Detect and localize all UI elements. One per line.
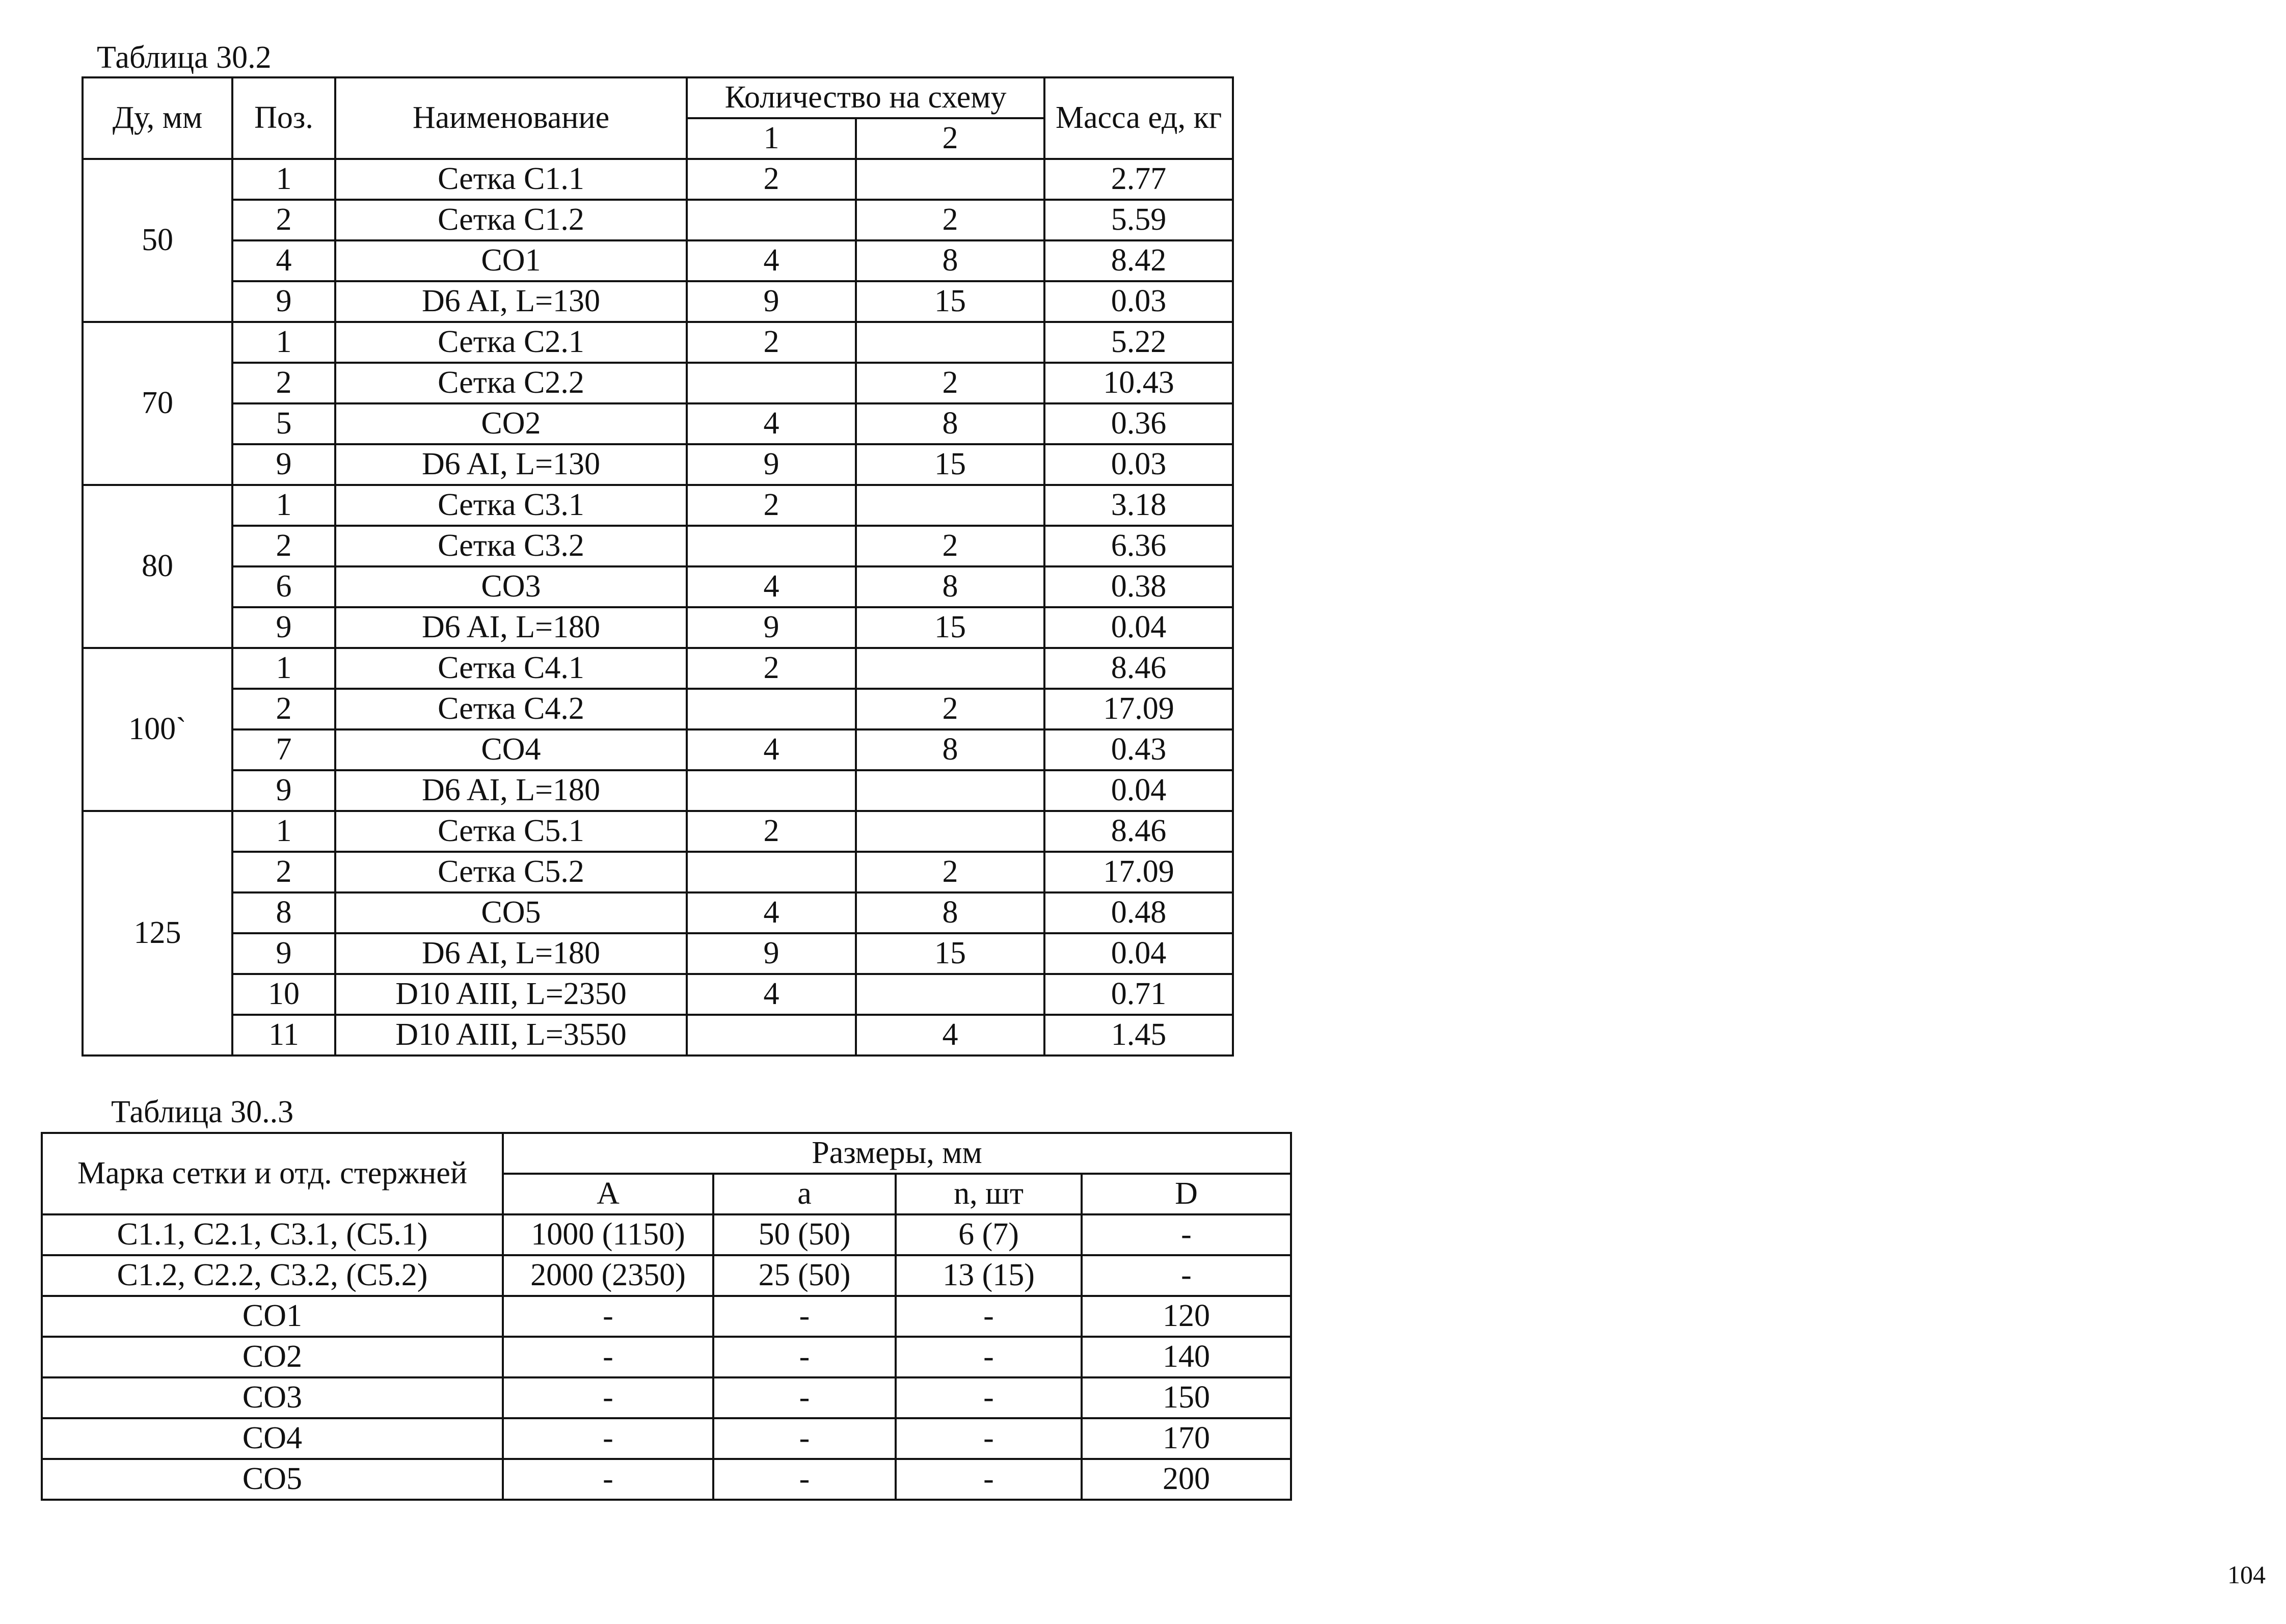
cell-a: - — [713, 1459, 896, 1500]
cell-name: Сетка С5.1 — [335, 811, 687, 852]
header-mark: Марка сетки и отд. стержней — [42, 1133, 503, 1214]
table-row — [83, 363, 1233, 403]
header-qty-2: 2 — [856, 118, 1044, 159]
cell-qty-2 — [856, 485, 1044, 526]
cell-qty-1: 2 — [687, 322, 856, 363]
cell-pos: 9 — [232, 770, 335, 811]
cell-pos: 1 — [232, 485, 335, 526]
cell-mass: 0.38 — [1044, 566, 1233, 607]
header-n: n, шт — [896, 1174, 1082, 1214]
cell-qty-1 — [687, 1015, 856, 1055]
cell-n: 6 (7) — [896, 1214, 1082, 1255]
cell-name: Сетка С2.1 — [335, 322, 687, 363]
cell-name: Сетка С5.2 — [335, 852, 687, 892]
cell-du: 80 — [83, 485, 232, 648]
table-30-3-body — [42, 1214, 1291, 1500]
cell-mass: 10.43 — [1044, 363, 1233, 403]
table-row — [42, 1337, 1291, 1377]
cell-name: Сетка С1.2 — [335, 200, 687, 240]
cell-mass: 0.04 — [1044, 607, 1233, 648]
table-row — [83, 852, 1233, 892]
table-row — [83, 770, 1233, 811]
cell-name: D6 AI, L=180 — [335, 770, 687, 811]
cell-qty-2: 15 — [856, 444, 1044, 485]
table-row — [42, 1418, 1291, 1459]
cell-a: - — [713, 1418, 896, 1459]
cell-qty-1: 4 — [687, 892, 856, 933]
cell-qty-2: 15 — [856, 933, 1044, 974]
cell-qty-1: 9 — [687, 933, 856, 974]
cell-qty-2: 2 — [856, 200, 1044, 240]
cell-pos: 2 — [232, 200, 335, 240]
cell-qty-2: 8 — [856, 892, 1044, 933]
cell-mass: 17.09 — [1044, 689, 1233, 729]
table-row — [83, 729, 1233, 770]
cell-mark: С1.2, С2.2, С3.2, (С5.2) — [42, 1255, 503, 1296]
cell-pos: 7 — [232, 729, 335, 770]
cell-qty-1: 4 — [687, 403, 856, 444]
cell-D: - — [1082, 1255, 1291, 1296]
cell-pos: 5 — [232, 403, 335, 444]
cell-n: - — [896, 1418, 1082, 1459]
table-row — [83, 933, 1233, 974]
cell-name: Сетка С2.2 — [335, 363, 687, 403]
header-qty: Количество на схему — [687, 77, 1044, 118]
cell-mass: 6.36 — [1044, 526, 1233, 566]
cell-mass: 8.46 — [1044, 811, 1233, 852]
table-row — [83, 566, 1233, 607]
cell-qty-1: 4 — [687, 566, 856, 607]
header-name: Наименование — [335, 77, 687, 159]
cell-mark: СО4 — [42, 1418, 503, 1459]
cell-mass: 0.48 — [1044, 892, 1233, 933]
cell-qty-1 — [687, 526, 856, 566]
cell-mass: 2.77 — [1044, 159, 1233, 200]
cell-qty-1 — [687, 852, 856, 892]
header-A: A — [503, 1174, 713, 1214]
table-row — [83, 281, 1233, 322]
cell-du: 125 — [83, 811, 232, 1055]
cell-name: Сетка С1.1 — [335, 159, 687, 200]
cell-qty-1: 2 — [687, 811, 856, 852]
cell-qty-1: 9 — [687, 281, 856, 322]
cell-qty-1 — [687, 770, 856, 811]
cell-n: - — [896, 1337, 1082, 1377]
cell-pos: 9 — [232, 281, 335, 322]
cell-qty-1 — [687, 363, 856, 403]
cell-mass: 1.45 — [1044, 1015, 1233, 1055]
table-row — [42, 1377, 1291, 1418]
cell-mark: СО3 — [42, 1377, 503, 1418]
table-row — [83, 200, 1233, 240]
table-30-2-caption: Таблица 30.2 — [97, 40, 272, 75]
table-row — [83, 1015, 1233, 1055]
cell-qty-2: 2 — [856, 689, 1044, 729]
cell-pos: 2 — [232, 363, 335, 403]
cell-qty-2 — [856, 322, 1044, 363]
cell-mass: 5.59 — [1044, 200, 1233, 240]
table-row — [83, 607, 1233, 648]
cell-n: 13 (15) — [896, 1255, 1082, 1296]
table-row — [83, 648, 1233, 689]
cell-qty-2: 2 — [856, 363, 1044, 403]
cell-mass: 0.43 — [1044, 729, 1233, 770]
header-pos: Поз. — [232, 77, 335, 159]
cell-a: - — [713, 1296, 896, 1337]
cell-qty-1: 4 — [687, 974, 856, 1015]
table-30-2-body — [83, 159, 1233, 1055]
cell-qty-1: 2 — [687, 159, 856, 200]
cell-A: - — [503, 1296, 713, 1337]
cell-mark: С1.1, С2.1, С3.1, (С5.1) — [42, 1214, 503, 1255]
cell-D: 140 — [1082, 1337, 1291, 1377]
cell-name: СО1 — [335, 240, 687, 281]
cell-qty-1: 9 — [687, 607, 856, 648]
cell-mass: 17.09 — [1044, 852, 1233, 892]
cell-name: Сетка С4.2 — [335, 689, 687, 729]
cell-name: СО5 — [335, 892, 687, 933]
table-row — [83, 444, 1233, 485]
cell-pos: 9 — [232, 444, 335, 485]
cell-name: D10 AIII, L=3550 — [335, 1015, 687, 1055]
cell-name: D6 AI, L=130 — [335, 444, 687, 485]
cell-name: Сетка С3.2 — [335, 526, 687, 566]
cell-pos: 1 — [232, 648, 335, 689]
cell-mass: 5.22 — [1044, 322, 1233, 363]
cell-mark: СО5 — [42, 1459, 503, 1500]
cell-pos: 9 — [232, 607, 335, 648]
cell-du: 100` — [83, 648, 232, 811]
cell-name: Сетка С3.1 — [335, 485, 687, 526]
cell-pos: 2 — [232, 526, 335, 566]
cell-qty-1: 4 — [687, 729, 856, 770]
cell-mass: 0.04 — [1044, 770, 1233, 811]
cell-D: 200 — [1082, 1459, 1291, 1500]
cell-pos: 10 — [232, 974, 335, 1015]
cell-qty-1 — [687, 689, 856, 729]
cell-D: 150 — [1082, 1377, 1291, 1418]
cell-name: СО2 — [335, 403, 687, 444]
cell-mass: 3.18 — [1044, 485, 1233, 526]
cell-qty-1: 9 — [687, 444, 856, 485]
header-mass: Масса ед, кг — [1044, 77, 1233, 159]
cell-pos: 6 — [232, 566, 335, 607]
cell-n: - — [896, 1459, 1082, 1500]
cell-pos: 1 — [232, 322, 335, 363]
cell-D: - — [1082, 1214, 1291, 1255]
cell-A: - — [503, 1377, 713, 1418]
cell-A: - — [503, 1418, 713, 1459]
cell-qty-2: 8 — [856, 240, 1044, 281]
header-qty-1: 1 — [687, 118, 856, 159]
header-dims: Размеры, мм — [503, 1133, 1291, 1174]
table-row — [83, 526, 1233, 566]
cell-A: 1000 (1150) — [503, 1214, 713, 1255]
table-row — [83, 240, 1233, 281]
cell-mass: 0.71 — [1044, 974, 1233, 1015]
table-row — [42, 1459, 1291, 1500]
cell-mass: 8.42 — [1044, 240, 1233, 281]
cell-A: 2000 (2350) — [503, 1255, 713, 1296]
cell-pos: 4 — [232, 240, 335, 281]
page-number: 104 — [2227, 1560, 2266, 1589]
cell-qty-2: 2 — [856, 526, 1044, 566]
cell-qty-2: 8 — [856, 729, 1044, 770]
cell-du: 50 — [83, 159, 232, 322]
table-row — [83, 811, 1233, 852]
table-row — [83, 159, 1233, 200]
cell-pos: 2 — [232, 852, 335, 892]
cell-pos: 11 — [232, 1015, 335, 1055]
cell-D: 120 — [1082, 1296, 1291, 1337]
cell-mass: 0.03 — [1044, 281, 1233, 322]
cell-qty-2: 15 — [856, 607, 1044, 648]
cell-name: СО3 — [335, 566, 687, 607]
cell-name: D10 AIII, L=2350 — [335, 974, 687, 1015]
header-D: D — [1082, 1174, 1291, 1214]
cell-D: 170 — [1082, 1418, 1291, 1459]
cell-qty-2: 8 — [856, 566, 1044, 607]
table-30-3 — [41, 1132, 1292, 1501]
header-a: a — [713, 1174, 896, 1214]
cell-pos: 1 — [232, 159, 335, 200]
cell-qty-2: 8 — [856, 403, 1044, 444]
cell-pos: 9 — [232, 933, 335, 974]
cell-qty-2 — [856, 159, 1044, 200]
cell-qty-2 — [856, 648, 1044, 689]
cell-qty-2 — [856, 770, 1044, 811]
cell-name: D6 AI, L=180 — [335, 607, 687, 648]
cell-mass: 0.03 — [1044, 444, 1233, 485]
cell-a: 25 (50) — [713, 1255, 896, 1296]
cell-qty-2: 2 — [856, 852, 1044, 892]
cell-mass: 8.46 — [1044, 648, 1233, 689]
cell-du: 70 — [83, 322, 232, 485]
cell-mass: 0.36 — [1044, 403, 1233, 444]
cell-a: 50 (50) — [713, 1214, 896, 1255]
table-row — [42, 1296, 1291, 1337]
table-row — [83, 892, 1233, 933]
cell-pos: 8 — [232, 892, 335, 933]
table-row — [42, 1214, 1291, 1255]
cell-qty-2: 15 — [856, 281, 1044, 322]
cell-n: - — [896, 1296, 1082, 1337]
cell-qty-2 — [856, 974, 1044, 1015]
cell-qty-1 — [687, 200, 856, 240]
cell-mark: СО2 — [42, 1337, 503, 1377]
table-row — [83, 403, 1233, 444]
table-row — [83, 485, 1233, 526]
cell-name: Сетка С4.1 — [335, 648, 687, 689]
header-du: Ду, мм — [83, 77, 232, 159]
cell-a: - — [713, 1377, 896, 1418]
cell-A: - — [503, 1459, 713, 1500]
table-row — [42, 1255, 1291, 1296]
table-row — [83, 974, 1233, 1015]
cell-mark: СО1 — [42, 1296, 503, 1337]
table-row — [83, 689, 1233, 729]
cell-qty-2: 4 — [856, 1015, 1044, 1055]
cell-name: D6 AI, L=130 — [335, 281, 687, 322]
cell-qty-1: 4 — [687, 240, 856, 281]
cell-n: - — [896, 1377, 1082, 1418]
cell-qty-2 — [856, 811, 1044, 852]
table-row — [83, 322, 1233, 363]
cell-A: - — [503, 1337, 713, 1377]
cell-qty-1: 2 — [687, 485, 856, 526]
table-30-2 — [82, 76, 1234, 1057]
table-30-3-caption: Таблица 30..3 — [111, 1095, 294, 1129]
cell-name: D6 AI, L=180 — [335, 933, 687, 974]
cell-pos: 1 — [232, 811, 335, 852]
cell-mass: 0.04 — [1044, 933, 1233, 974]
cell-pos: 2 — [232, 689, 335, 729]
cell-qty-1: 2 — [687, 648, 856, 689]
cell-name: СО4 — [335, 729, 687, 770]
cell-a: - — [713, 1337, 896, 1377]
